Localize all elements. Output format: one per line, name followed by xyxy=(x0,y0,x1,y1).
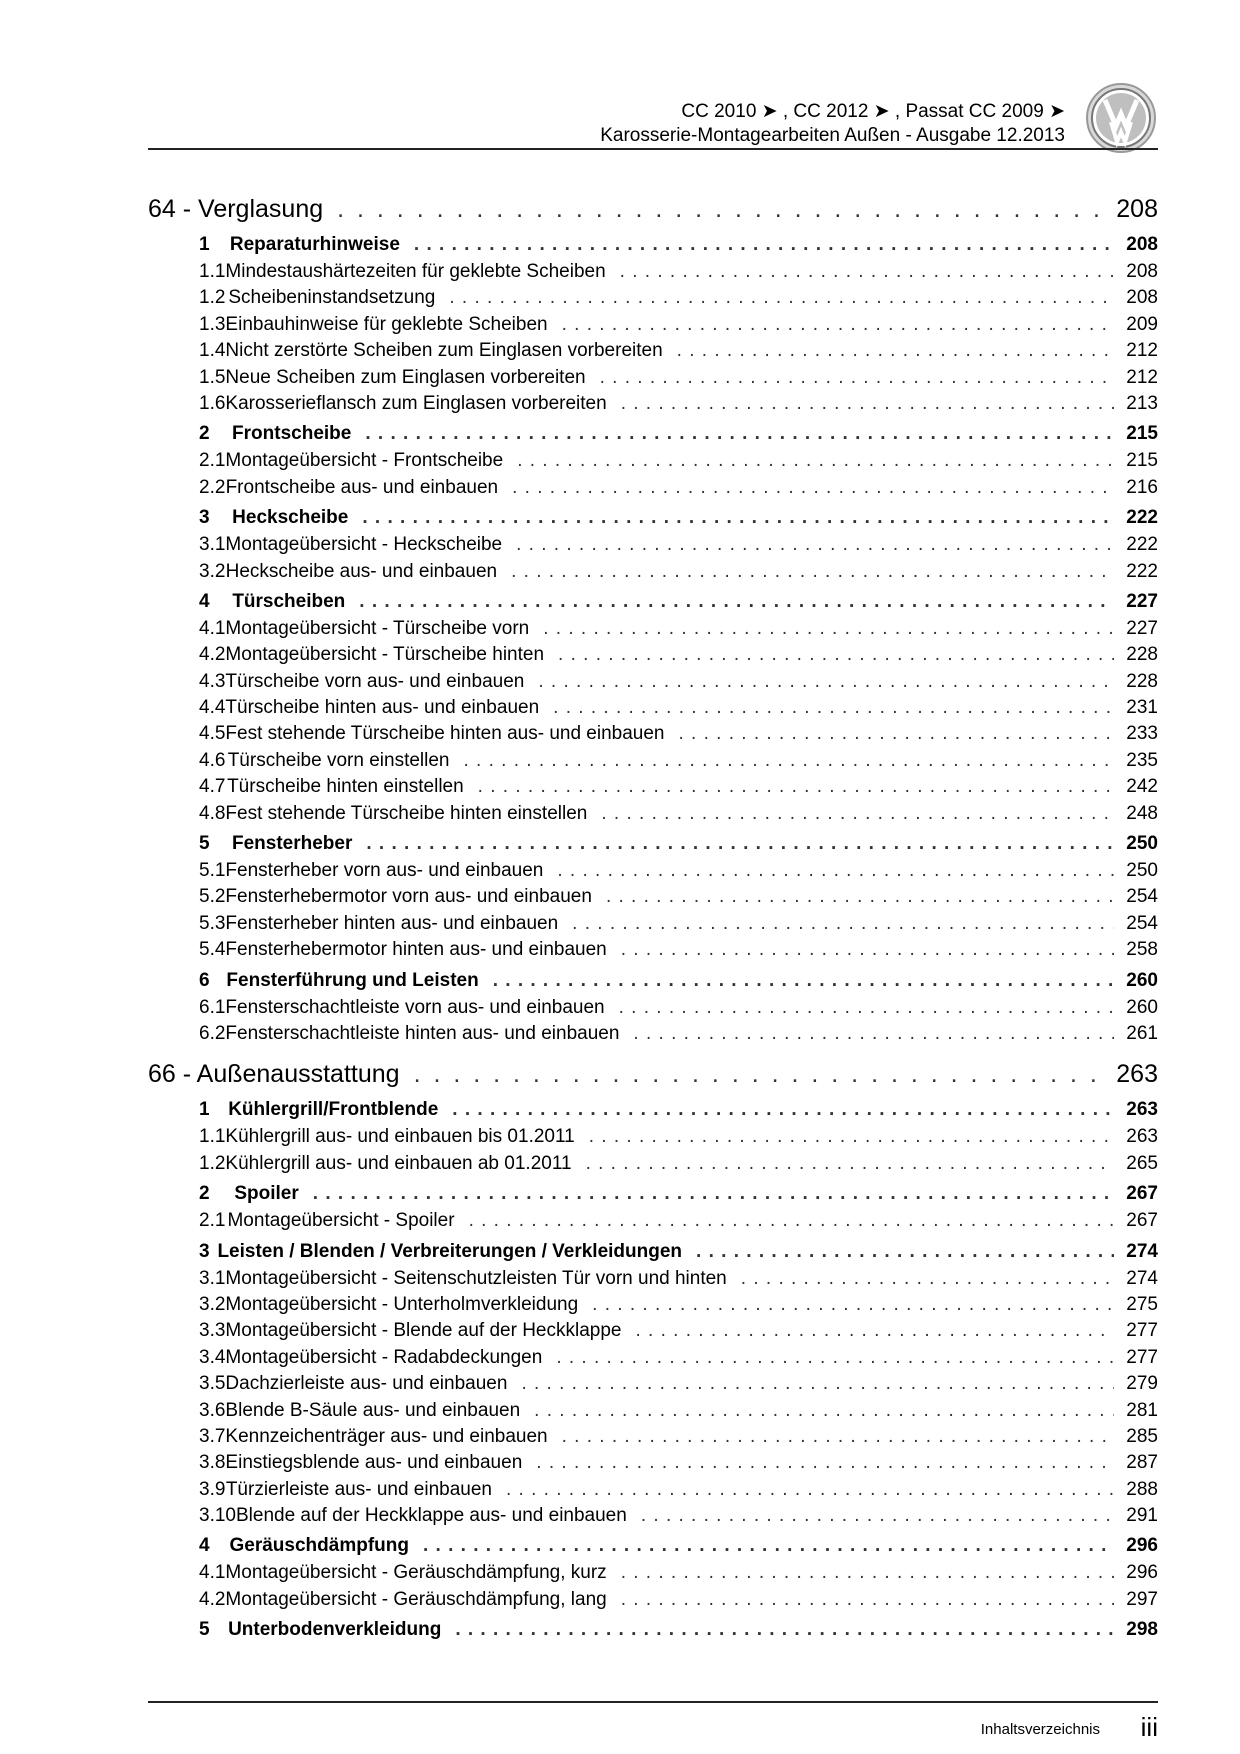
toc-subsection[interactable] xyxy=(148,1266,1158,1292)
toc-entry-page: 212 xyxy=(1126,340,1158,362)
toc-entry-number: 1.2 xyxy=(199,287,226,309)
toc-entry-number: 2.2 xyxy=(199,476,226,498)
toc-entry-page: 298 xyxy=(1126,1619,1158,1641)
dot-leader xyxy=(558,642,1114,668)
toc-section[interactable] xyxy=(148,1238,1158,1266)
toc-entry-page: 261 xyxy=(1126,1022,1158,1044)
toc-entry-number: 4 xyxy=(199,590,210,612)
toc-entry-page: 291 xyxy=(1126,1505,1158,1527)
toc-entry-title: Fensterhebermotor vorn aus- und einbauen xyxy=(225,886,592,908)
dot-leader xyxy=(741,1266,1114,1292)
dot-leader xyxy=(621,1560,1114,1586)
toc-section[interactable] xyxy=(148,1096,1158,1124)
toc-entry-number: 3.10 xyxy=(199,1505,236,1527)
toc-entry-number: 3.2 xyxy=(199,1293,226,1315)
toc-entry-page: 285 xyxy=(1126,1425,1158,1447)
toc-entry-page: 297 xyxy=(1126,1588,1158,1610)
dot-leader xyxy=(365,420,1114,448)
toc-subsection[interactable] xyxy=(148,642,1158,668)
toc-entry-title: Frontscheibe xyxy=(232,423,352,445)
header-models: CC 2010 ➤ , CC 2012 ➤ , Passat CC 2009 ➤ xyxy=(681,101,1065,122)
toc-section[interactable] xyxy=(148,231,1158,259)
toc-subsection[interactable] xyxy=(148,1345,1158,1371)
toc-entry-page: 208 xyxy=(1126,287,1158,309)
toc-entry-page: 235 xyxy=(1126,749,1158,771)
toc-entry-title: Türzierleiste aus- und einbauen xyxy=(225,1478,492,1500)
toc-entry-number: 3.7 xyxy=(199,1425,226,1447)
toc-entry-page: 263 xyxy=(1116,1060,1158,1089)
dot-leader xyxy=(543,616,1114,642)
toc-subsection[interactable] xyxy=(148,721,1158,747)
toc-subsection[interactable] xyxy=(148,1503,1158,1529)
toc-entry-title: Einbauhinweise für geklebte Scheiben xyxy=(225,313,548,335)
toc-entry-number: 1.4 xyxy=(199,340,226,362)
toc-entry-title: Heckscheibe xyxy=(232,507,349,529)
toc-entry-title: Montageübersicht - Seitenschutzleisten Tür vorn und hinten xyxy=(225,1267,727,1289)
dot-leader xyxy=(366,830,1114,858)
toc-entry-number: 4.7 xyxy=(199,776,226,798)
toc-entry-page: 222 xyxy=(1126,534,1158,556)
toc-entry-title: Fensterheber xyxy=(232,833,353,855)
toc-entry-title: Kühlergrill aus- und einbauen bis 01.2011 xyxy=(225,1126,575,1148)
toc-entry-number: 1.1 xyxy=(199,261,226,282)
toc-entry-title: Fensterschachtleiste vorn aus- und einbauen xyxy=(225,996,605,1018)
toc-subsection[interactable] xyxy=(148,884,1158,910)
footer-page-number: iii xyxy=(1140,1712,1158,1742)
toc-subsection[interactable] xyxy=(148,448,1158,474)
toc-entry-number: 3.2 xyxy=(199,560,226,582)
toc-entry-title: Türscheibe hinten einstellen xyxy=(227,776,464,798)
toc-entry-page: 274 xyxy=(1126,1267,1158,1289)
toc-entry-number: 3.3 xyxy=(199,1320,226,1342)
toc-entry-title: Fensterhebermotor hinten aus- und einbauen xyxy=(225,939,607,961)
toc-subsection[interactable] xyxy=(148,1292,1158,1318)
toc-entry-number: 5.1 xyxy=(199,860,226,882)
toc-entry-number: 3.1 xyxy=(199,1267,226,1289)
toc-subsection[interactable] xyxy=(148,1424,1158,1450)
toc-section[interactable] xyxy=(148,1616,1158,1644)
toc-section[interactable] xyxy=(148,830,1158,858)
dot-leader xyxy=(620,259,1114,285)
toc-entry-page: 274 xyxy=(1126,1240,1158,1262)
toc-entry-title: Karosserieflansch zum Einglasen vorbereiten xyxy=(225,392,607,414)
dot-leader xyxy=(633,1021,1114,1047)
toc-chapter[interactable] xyxy=(148,1055,1158,1093)
dot-leader xyxy=(493,967,1114,995)
dot-leader xyxy=(592,1292,1114,1318)
toc-entry-title: Montageübersicht - Geräuschdämpfung, lang xyxy=(225,1588,607,1610)
toc-entry-title: Türscheibe hinten aus- und einbauen xyxy=(225,697,540,719)
toc-entry-number: 4.1 xyxy=(199,617,226,639)
toc-subsection[interactable] xyxy=(148,911,1158,937)
toc-entry-title: 64 - Verglasung xyxy=(148,195,324,223)
toc-entry-title: Montageübersicht - Spoiler xyxy=(227,1210,455,1232)
toc-entry-number: 3.4 xyxy=(199,1346,226,1368)
toc-entry-title: Leisten / Blenden / Verbreiterungen / Verkleidungen xyxy=(217,1240,683,1262)
toc-subsection[interactable] xyxy=(148,312,1158,338)
toc-entry-title: Fest stehende Türscheibe hinten aus- und einbauen xyxy=(225,723,665,745)
toc-entry-title: Montageübersicht - Türscheibe hinten xyxy=(225,644,545,666)
toc-entry-number: 1.6 xyxy=(199,392,226,414)
toc-entry-title: Dachzierleiste aus- und einbauen xyxy=(225,1373,508,1395)
dot-leader xyxy=(313,1180,1114,1208)
dot-leader xyxy=(359,588,1114,616)
dot-leader xyxy=(423,1532,1114,1560)
toc-entry-page: 208 xyxy=(1126,261,1158,282)
dot-leader xyxy=(562,1424,1114,1450)
toc-entry-number: 5.3 xyxy=(199,912,226,934)
toc-entry-number: 1.2 xyxy=(199,1152,226,1174)
toc-entry-title: Fest stehende Türscheibe hinten einstellen xyxy=(225,802,588,824)
toc-entry-page: 250 xyxy=(1126,860,1158,882)
toc-entry-title: Kennzeichenträger aus- und einbauen xyxy=(225,1425,548,1447)
dot-leader xyxy=(362,504,1114,532)
toc-entry-page: 250 xyxy=(1126,833,1158,855)
toc-entry-page: 267 xyxy=(1126,1210,1158,1232)
toc-subsection[interactable] xyxy=(148,532,1158,558)
dot-leader xyxy=(557,858,1114,884)
toc-subsection[interactable] xyxy=(148,1318,1158,1344)
toc-entry-page: 277 xyxy=(1126,1346,1158,1368)
toc-entry-title: Reparaturhinweise xyxy=(229,234,400,255)
toc-entry-number: 3.1 xyxy=(199,534,226,556)
toc-entry-title: Blende auf der Heckklappe aus- und einbauen xyxy=(235,1505,627,1527)
toc-section[interactable] xyxy=(148,967,1158,995)
toc-section[interactable] xyxy=(148,588,1158,616)
toc-entry-number: 4.2 xyxy=(199,644,226,666)
dot-leader xyxy=(414,1055,1107,1093)
dot-leader xyxy=(696,1238,1114,1266)
toc-entry-title: Fensterführung und Leisten xyxy=(226,969,479,991)
toc-entry-page: 260 xyxy=(1126,969,1158,991)
toc-entry-page: 277 xyxy=(1126,1320,1158,1342)
toc-entry-number: 2 xyxy=(199,1183,210,1205)
dot-leader xyxy=(600,365,1114,391)
dot-leader xyxy=(572,911,1114,937)
toc-entry-page: 258 xyxy=(1126,939,1158,961)
toc-subsection[interactable] xyxy=(148,1151,1158,1177)
toc-entry-page: 254 xyxy=(1126,912,1158,934)
toc-entry-number: 6.1 xyxy=(199,996,226,1018)
toc-entry-number: 4.5 xyxy=(199,723,226,745)
toc-entry-number: 2.1 xyxy=(199,1210,226,1232)
toc-entry-page: 267 xyxy=(1126,1183,1158,1205)
table-of-contents xyxy=(148,190,1158,1644)
toc-section[interactable] xyxy=(148,420,1158,448)
toc-entry-number: 5.4 xyxy=(199,939,226,961)
dot-leader xyxy=(512,475,1114,501)
toc-entry-number: 1.3 xyxy=(199,313,226,335)
toc-entry-page: 213 xyxy=(1126,392,1158,414)
toc-entry-number: 3.5 xyxy=(199,1373,226,1395)
toc-entry-number: 1.1 xyxy=(199,1126,226,1148)
toc-entry-page: 228 xyxy=(1126,670,1158,692)
dot-leader xyxy=(464,748,1115,774)
dot-leader xyxy=(641,1503,1114,1529)
page-header xyxy=(600,100,1065,148)
toc-entry-page: 263 xyxy=(1126,1099,1158,1121)
dot-leader xyxy=(586,1151,1114,1177)
dot-leader xyxy=(536,1450,1114,1476)
toc-subsection[interactable] xyxy=(148,616,1158,642)
toc-subsection[interactable] xyxy=(148,937,1158,963)
toc-entry-page: 279 xyxy=(1126,1373,1158,1395)
toc-entry-page: 263 xyxy=(1126,1126,1158,1148)
toc-entry-number: 4 xyxy=(199,1535,210,1557)
header-rule xyxy=(148,148,1158,150)
dot-leader xyxy=(601,801,1114,827)
toc-subsection[interactable] xyxy=(148,1587,1158,1613)
toc-entry-title: Einstiegsblende aus- und einbauen xyxy=(225,1452,523,1474)
toc-subsection[interactable] xyxy=(148,774,1158,800)
toc-subsection[interactable] xyxy=(148,285,1158,311)
toc-entry-title: 66 - Außenausstattung xyxy=(148,1060,400,1089)
toc-entry-title: Montageübersicht - Blende auf der Heckklappe xyxy=(225,1320,622,1342)
toc-entry-title: Montageübersicht - Türscheibe vorn xyxy=(225,617,530,639)
footer-rule xyxy=(148,1701,1158,1703)
toc-entry-title: Spoiler xyxy=(234,1183,299,1205)
dot-leader xyxy=(506,1477,1114,1503)
toc-entry-title: Fensterschachtleiste hinten aus- und einbauen xyxy=(225,1022,620,1044)
toc-entry-title: Heckscheibe aus- und einbauen xyxy=(225,560,498,582)
toc-entry-title: Kühlergrill/Frontblende xyxy=(228,1099,439,1121)
toc-entry-number: 6 xyxy=(199,969,210,991)
toc-entry-number: 4.3 xyxy=(199,670,226,692)
dot-leader xyxy=(636,1318,1115,1344)
toc-entry-title: Montageübersicht - Frontscheibe xyxy=(225,450,504,472)
toc-entry-page: 265 xyxy=(1126,1152,1158,1174)
toc-subsection[interactable] xyxy=(148,695,1158,721)
toc-entry-page: 260 xyxy=(1126,996,1158,1018)
footer-label: Inhaltsverzeichnis xyxy=(980,1721,1100,1738)
dot-leader xyxy=(517,448,1114,474)
toc-entry-title: Frontscheibe aus- und einbauen xyxy=(225,476,499,498)
toc-entry-number: 3 xyxy=(199,1240,210,1262)
toc-entry-title: Blende B-Säule aus- und einbauen xyxy=(225,1399,521,1421)
toc-entry-page: 288 xyxy=(1126,1478,1158,1500)
toc-entry-number: 4.4 xyxy=(199,697,226,719)
toc-entry-number: 3.6 xyxy=(199,1399,226,1421)
toc-section[interactable] xyxy=(148,1532,1158,1560)
toc-subsection[interactable] xyxy=(148,475,1158,501)
toc-entry-page: 216 xyxy=(1126,476,1158,498)
toc-entry-page: 296 xyxy=(1126,1562,1158,1584)
dot-leader xyxy=(478,774,1114,800)
toc-subsection[interactable] xyxy=(148,338,1158,364)
toc-subsection[interactable] xyxy=(148,669,1158,695)
toc-subsection[interactable] xyxy=(148,1398,1158,1424)
toc-entry-page: 287 xyxy=(1126,1452,1158,1474)
toc-entry-page: 222 xyxy=(1126,560,1158,582)
toc-entry-page: 242 xyxy=(1126,776,1158,798)
toc-subsection[interactable] xyxy=(148,1021,1158,1047)
toc-entry-title: Scheibeninstandsetzung xyxy=(228,287,436,309)
toc-subsection[interactable] xyxy=(148,1371,1158,1397)
toc-entry-page: 275 xyxy=(1126,1293,1158,1315)
toc-entry-number: 4.8 xyxy=(199,802,226,824)
toc-entry-number: 2.1 xyxy=(199,450,226,472)
dot-leader xyxy=(449,285,1114,311)
toc-chapter[interactable] xyxy=(148,190,1158,228)
toc-subsection[interactable] xyxy=(148,259,1158,285)
toc-entry-page: 254 xyxy=(1126,886,1158,908)
toc-subsection[interactable] xyxy=(148,1208,1158,1234)
toc-entry-title: Neue Scheiben zum Einglasen vorbereiten xyxy=(225,366,586,388)
toc-entry-title: Montageübersicht - Heckscheibe xyxy=(225,534,503,556)
toc-entry-page: 208 xyxy=(1116,195,1158,223)
toc-subsection[interactable] xyxy=(148,1124,1158,1150)
toc-entry-page: 212 xyxy=(1126,366,1158,388)
toc-entry-page: 227 xyxy=(1126,590,1158,612)
dot-leader xyxy=(556,1345,1114,1371)
toc-entry-page: 296 xyxy=(1126,1535,1158,1557)
toc-subsection[interactable] xyxy=(148,1560,1158,1586)
dot-leader xyxy=(621,1587,1114,1613)
toc-entry-page: 209 xyxy=(1126,313,1158,335)
toc-entry-title: Türscheiben xyxy=(232,590,346,612)
toc-entry-title: Unterbodenverkleidung xyxy=(228,1619,442,1641)
dot-leader xyxy=(516,532,1114,558)
dot-leader xyxy=(619,995,1114,1021)
toc-entry-title: Fensterheber hinten aus- und einbauen xyxy=(225,912,559,934)
toc-entry-page: 215 xyxy=(1126,423,1158,445)
toc-entry-number: 3 xyxy=(199,507,210,529)
toc-entry-number: 3.9 xyxy=(199,1478,226,1500)
toc-subsection[interactable] xyxy=(148,995,1158,1021)
toc-entry-number: 5 xyxy=(199,1619,210,1641)
toc-entry-title: Montageübersicht - Radabdeckungen xyxy=(225,1346,543,1368)
dot-leader xyxy=(621,391,1114,417)
toc-entry-title: Türscheibe vorn einstellen xyxy=(227,749,450,771)
toc-entry-title: Kühlergrill aus- und einbauen ab 01.2011 xyxy=(225,1152,572,1174)
toc-entry-page: 222 xyxy=(1126,507,1158,529)
dot-leader xyxy=(414,231,1114,259)
toc-entry-number: 4.1 xyxy=(199,1562,226,1584)
dot-leader xyxy=(621,937,1114,963)
toc-entry-title: Fensterheber vorn aus- und einbauen xyxy=(225,860,544,882)
vw-logo-icon xyxy=(1085,82,1157,154)
dot-leader xyxy=(521,1371,1114,1397)
toc-entry-number: 5.2 xyxy=(199,886,226,908)
dot-leader xyxy=(677,338,1114,364)
toc-subsection[interactable] xyxy=(148,391,1158,417)
toc-entry-page: 228 xyxy=(1126,644,1158,666)
dot-leader xyxy=(679,721,1115,747)
dot-leader xyxy=(452,1096,1114,1124)
toc-subsection[interactable] xyxy=(148,559,1158,585)
dot-leader xyxy=(337,190,1106,228)
toc-entry-title: Montageübersicht - Geräuschdämpfung, kurz xyxy=(225,1562,607,1584)
header-title: Karosserie-Montagearbeiten Außen - Ausgabe 12.2013 xyxy=(600,125,1065,146)
toc-entry-number: 1.5 xyxy=(199,366,226,388)
dot-leader xyxy=(553,695,1114,721)
toc-entry-page: 231 xyxy=(1126,697,1158,719)
dot-leader xyxy=(606,884,1114,910)
toc-entry-number: 4.2 xyxy=(199,1588,226,1610)
toc-subsection[interactable] xyxy=(148,365,1158,391)
toc-subsection[interactable] xyxy=(148,1450,1158,1476)
toc-entry-page: 281 xyxy=(1126,1399,1158,1421)
toc-subsection[interactable] xyxy=(148,858,1158,884)
toc-entry-number: 4.6 xyxy=(199,749,226,771)
toc-entry-page: 215 xyxy=(1126,450,1158,472)
toc-entry-number: 5 xyxy=(199,833,210,855)
dot-leader xyxy=(534,1398,1114,1424)
toc-entry-title: Mindestaushärtezeiten für geklebte Scheiben xyxy=(225,261,606,282)
dot-leader xyxy=(455,1616,1114,1644)
toc-entry-page: 208 xyxy=(1126,234,1158,255)
toc-section[interactable] xyxy=(148,1180,1158,1208)
toc-entry-number: 6.2 xyxy=(199,1022,226,1044)
toc-entry-page: 248 xyxy=(1126,802,1158,824)
dot-leader xyxy=(538,669,1114,695)
dot-leader xyxy=(511,559,1114,585)
toc-entry-page: 227 xyxy=(1126,617,1158,639)
toc-entry-title: Nicht zerstörte Scheiben zum Einglasen vorbereiten xyxy=(225,340,663,362)
toc-entry-number: 3.8 xyxy=(199,1452,226,1474)
toc-entry-title: Montageübersicht - Unterholmverkleidung xyxy=(225,1293,579,1315)
toc-subsection[interactable] xyxy=(148,801,1158,827)
toc-subsection[interactable] xyxy=(148,748,1158,774)
dot-leader xyxy=(589,1124,1114,1150)
dot-leader xyxy=(562,312,1114,338)
toc-entry-number: 1 xyxy=(199,234,210,255)
toc-entry-number: 2 xyxy=(199,423,210,445)
toc-section[interactable] xyxy=(148,504,1158,532)
dot-leader xyxy=(469,1208,1114,1234)
toc-entry-title: Türscheibe vorn aus- und einbauen xyxy=(225,670,525,692)
toc-entry-page: 233 xyxy=(1126,723,1158,745)
toc-entry-title: Geräuschdämpfung xyxy=(229,1535,409,1557)
toc-entry-number: 1 xyxy=(199,1099,210,1121)
toc-subsection[interactable] xyxy=(148,1477,1158,1503)
